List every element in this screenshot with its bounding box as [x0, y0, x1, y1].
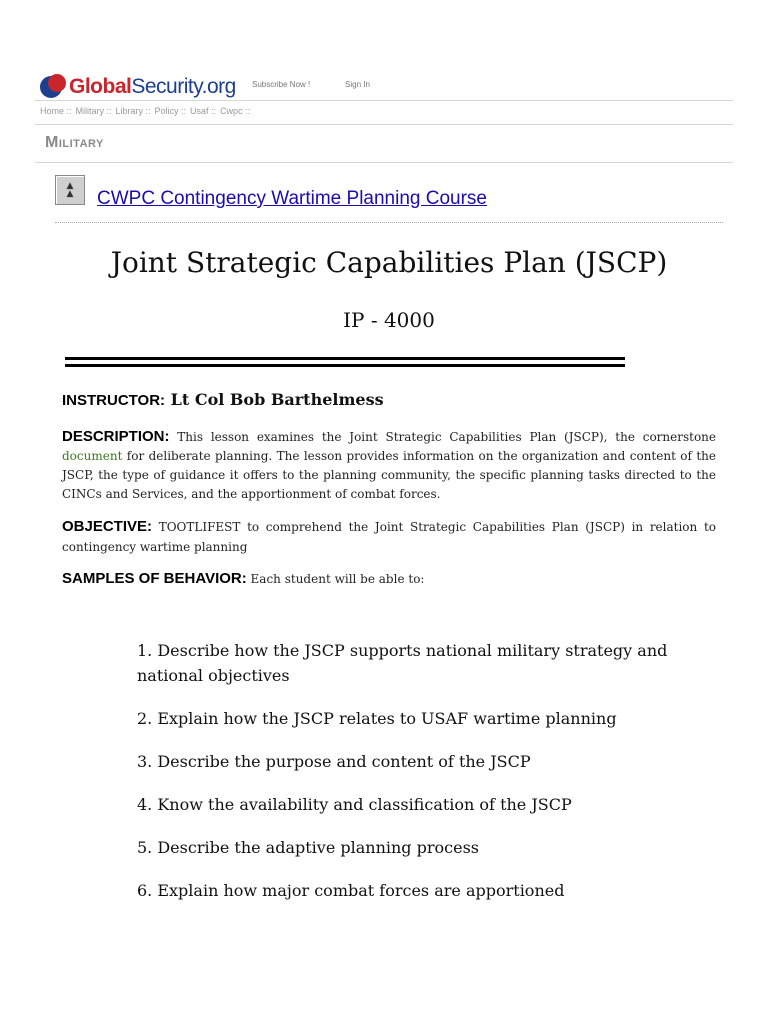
description-label: DESCRIPTION: [62, 428, 170, 445]
description-paragraph [62, 427, 716, 504]
dotted-divider [55, 222, 723, 223]
behavior-item: 3. Describe the purpose and content of the JSCP [137, 752, 531, 771]
breadcrumb-library[interactable]: Library :: [115, 106, 151, 116]
description-text-after: for deliberate planning. The lesson provides information on the organization and content of the JSCP, the type of guidance it offers to the planning community, the specific planning tasks directed to the CINCs and Services, and the apportionment of combat forces. [62, 449, 716, 501]
breadcrumb-home[interactable]: Home :: [40, 106, 72, 116]
samples-paragraph [62, 570, 716, 587]
subscribe-link[interactable]: Subscribe Now ! [252, 80, 311, 89]
samples-label: SAMPLES OF BEHAVIOR: [62, 570, 247, 587]
breadcrumb [40, 106, 250, 116]
behavior-list [137, 638, 727, 921]
objective-text: TOOTLIFEST to comprehend the Joint Strategic Capabilities Plan (JSCP) in relation to contingency wartime planning [62, 520, 716, 554]
logo-security: Security.org [131, 75, 236, 98]
description-text-before: This lesson examines the Joint Strategic Capabilities Plan (JSCP), the cornerstone [169, 430, 716, 444]
behavior-item: 1. Describe how the JSCP supports national military strategy and national objectives [137, 641, 668, 685]
sign-in-link[interactable]: Sign In [345, 80, 370, 89]
document-link[interactable]: document [62, 449, 123, 463]
breadcrumb-policy[interactable]: Policy :: [154, 106, 187, 116]
header-divider [35, 100, 733, 101]
breadcrumb-divider [35, 124, 733, 125]
logo-global: Global [69, 75, 132, 98]
up-level-button[interactable] [55, 175, 85, 205]
objective-paragraph [62, 517, 716, 557]
breadcrumb-military[interactable]: Military :: [75, 106, 112, 116]
samples-text: Each student will be able to: [246, 572, 425, 586]
globe-logo-icon [40, 74, 66, 100]
instructor-label: INSTRUCTOR: [62, 392, 166, 409]
breadcrumb-cwpc[interactable]: Cwpc :: [220, 106, 251, 116]
title-rule-bottom [65, 364, 625, 367]
section-divider [35, 162, 733, 163]
behavior-item: 5. Describe the adaptive planning process [137, 838, 480, 857]
instructor-line [62, 390, 716, 409]
section-title: Military [45, 134, 104, 151]
globalsecurity-logo[interactable] [40, 72, 236, 102]
breadcrumb-usaf[interactable]: Usaf :: [190, 106, 217, 116]
chevron-up-icon: ▲ [66, 189, 74, 199]
behavior-item: 4. Know the availability and classification of the JSCP [137, 795, 572, 814]
lesson-number: IP - 4000 [343, 308, 435, 332]
chevron-up-icon: ▲ [66, 181, 74, 191]
behavior-item: 6. Explain how major combat forces are apportioned [137, 881, 565, 900]
instructor-name: Lt Col Bob Barthelmess [165, 390, 384, 409]
page-title: Joint Strategic Capabilities Plan (JSCP) [110, 246, 668, 279]
logo-text [69, 75, 236, 99]
course-link[interactable]: CWPC Contingency Wartime Planning Course [97, 188, 488, 209]
title-rule-top [65, 357, 625, 360]
site-header [0, 0, 768, 100]
behavior-item: 2. Explain how the JSCP relates to USAF wartime planning [137, 709, 617, 728]
objective-label: OBJECTIVE: [62, 518, 153, 535]
lesson-content [62, 390, 716, 587]
